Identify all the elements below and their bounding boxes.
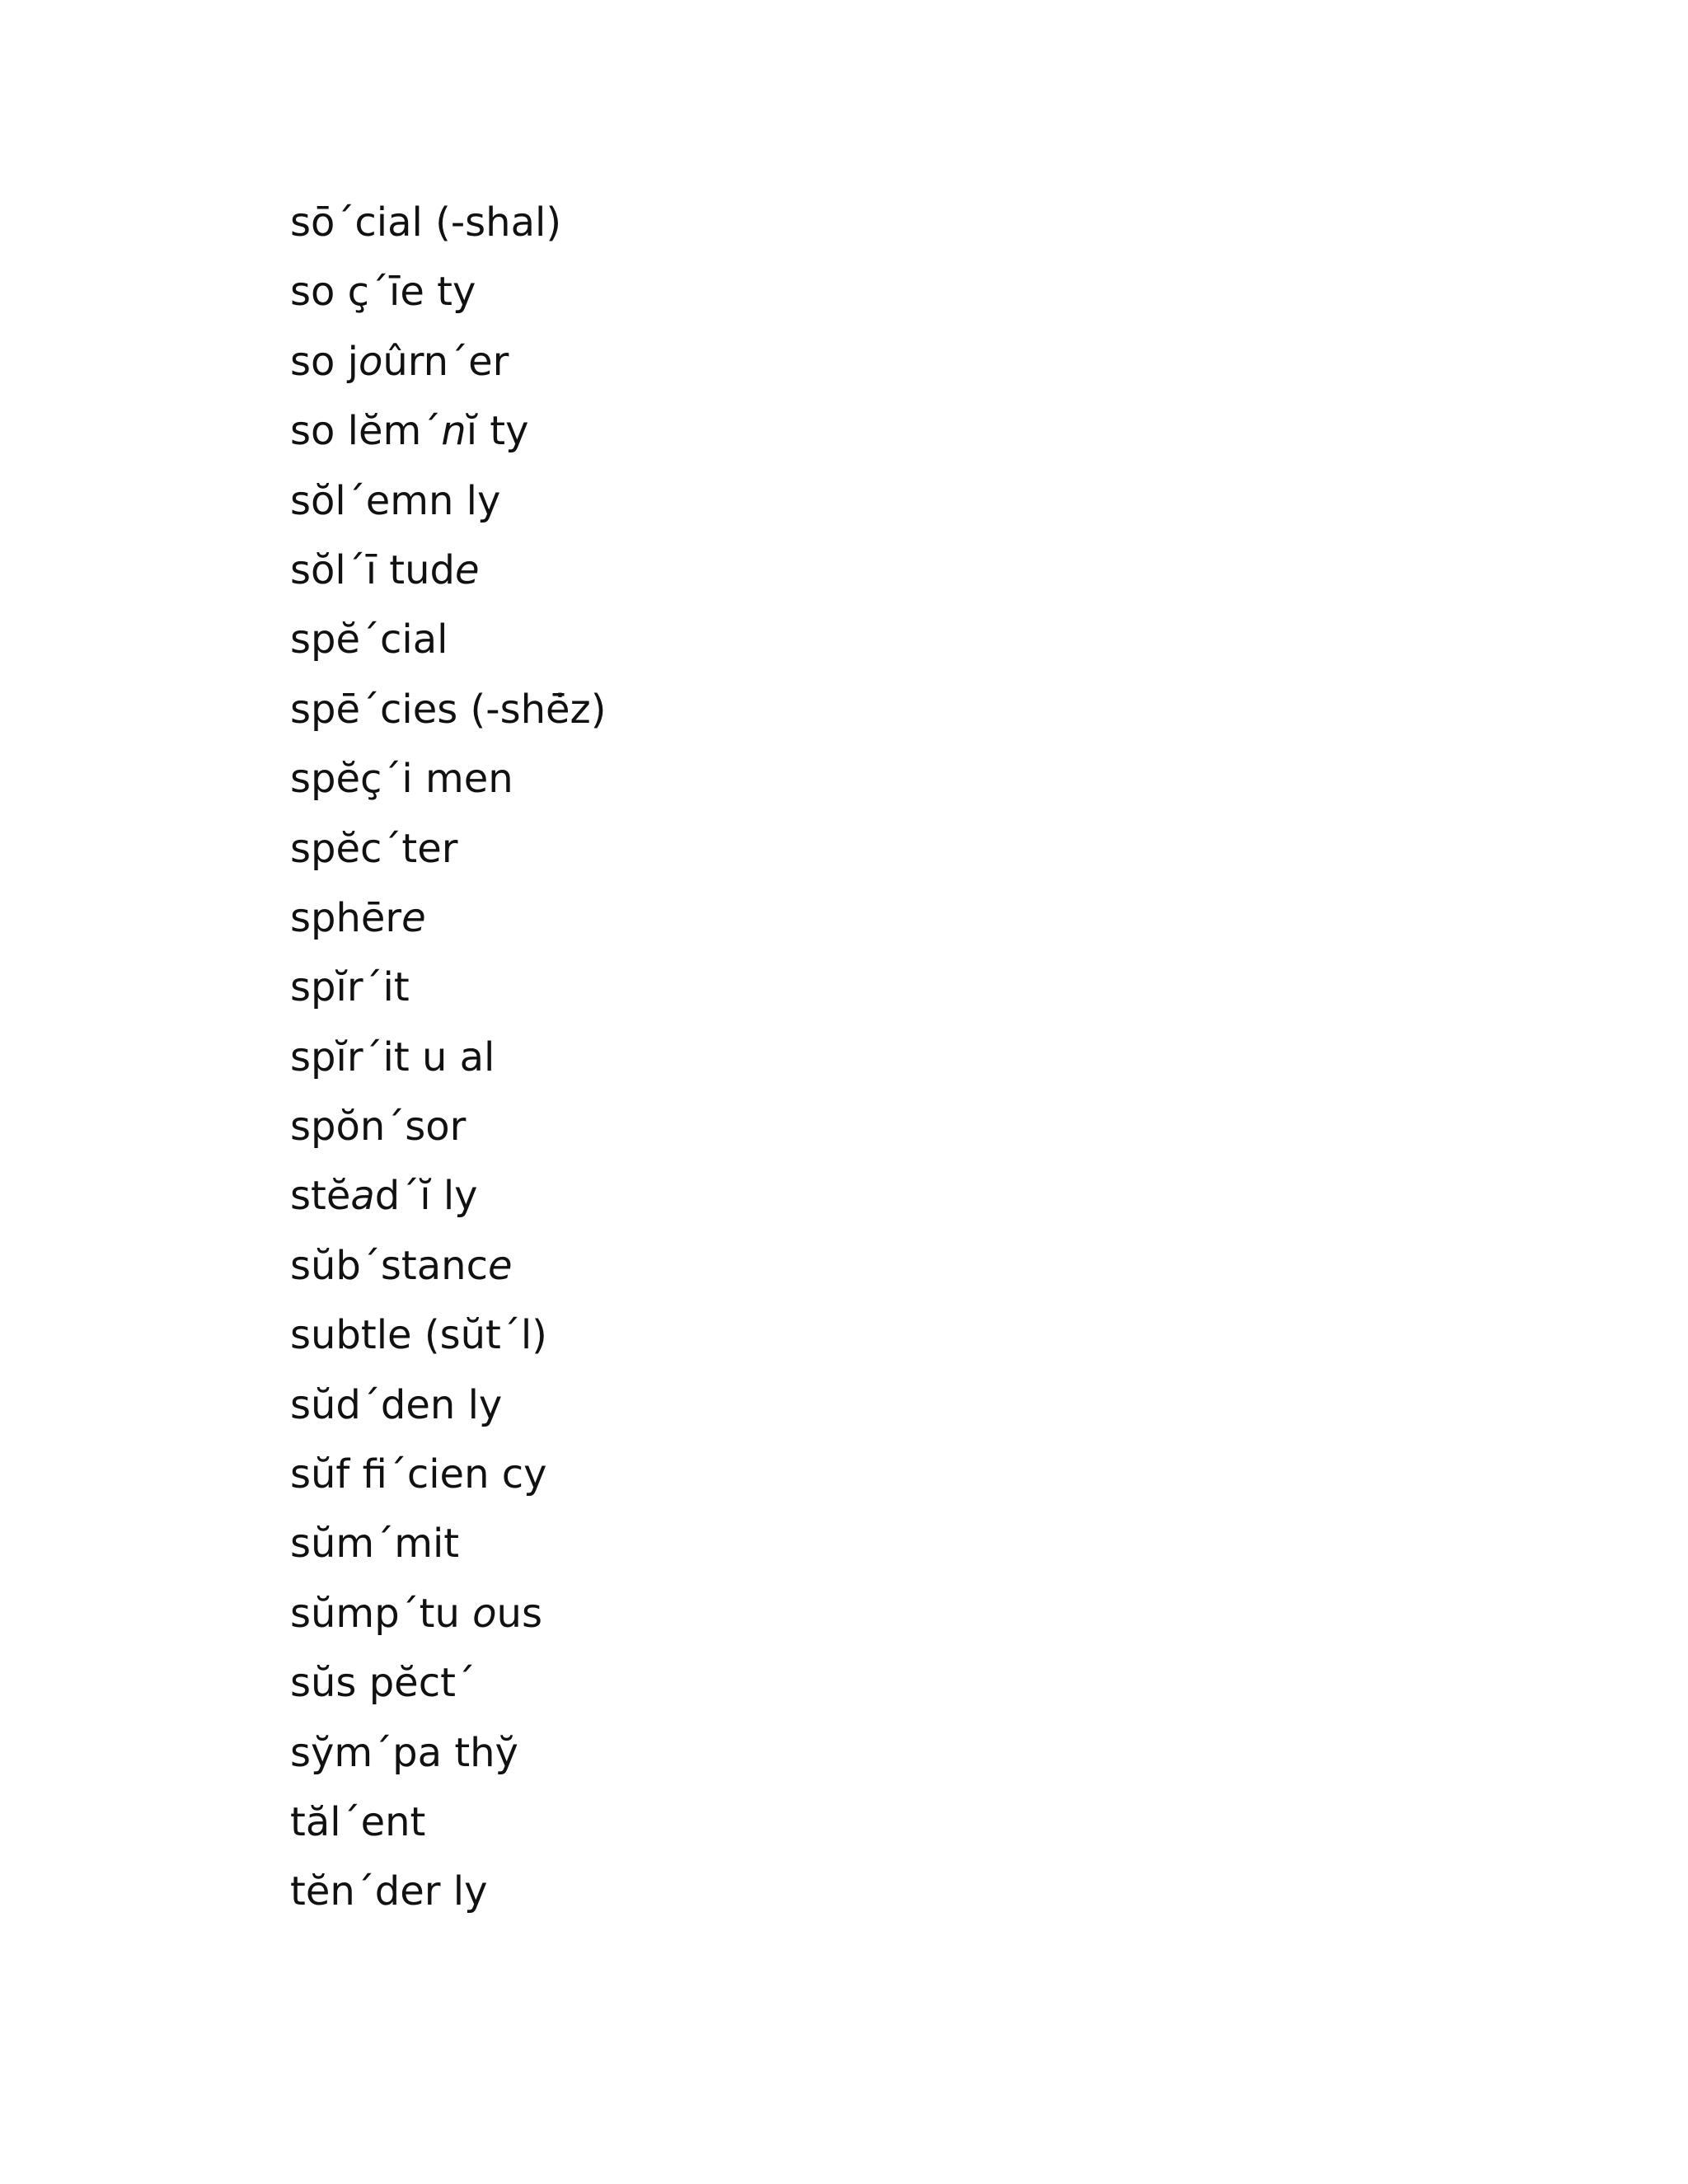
word-text: sŭmp´tu: [290, 1590, 473, 1637]
word-text: spē´cies (-shē̇z): [290, 686, 607, 733]
word-entry: [290, 194, 606, 264]
italic-letter: o: [358, 338, 383, 385]
word-text: spĕc´ter: [290, 825, 458, 872]
word-entry: [290, 1307, 606, 1376]
word-entry: [290, 1377, 606, 1446]
italic-letter: a: [350, 1173, 375, 1220]
word-text: sŭd´den ly: [290, 1381, 503, 1428]
word-text: spĭr´it u al: [290, 1033, 495, 1080]
pronunciation-word-list: [290, 194, 606, 1933]
word-entry: [290, 959, 606, 1029]
word-entry: [290, 682, 606, 751]
word-entry: [290, 1446, 606, 1516]
word-text: sŭs pĕct´: [290, 1660, 476, 1707]
word-entry: [290, 1168, 606, 1237]
word-entry: [290, 1029, 606, 1099]
word-entry: [290, 890, 606, 959]
word-text: spŏn´sor: [290, 1104, 467, 1151]
italic-letter: o: [472, 1590, 497, 1637]
word-text: sŭb´stanc: [290, 1242, 488, 1289]
word-text: us: [496, 1590, 542, 1637]
word-text: tăl´ent: [290, 1798, 426, 1845]
word-entry: [290, 1794, 606, 1863]
word-text: sphēr: [290, 894, 402, 941]
word-entry: [290, 1655, 606, 1724]
word-entry: [290, 473, 606, 542]
word-entry: [290, 1863, 606, 1933]
word-text: sŏl´emn ly: [290, 477, 501, 524]
word-entry: [290, 1586, 606, 1655]
word-text: sŏl´ī tud: [290, 546, 456, 593]
word-entry: [290, 334, 606, 403]
word-text: so j: [290, 338, 359, 385]
word-text: sy̆m´pa thy̆: [290, 1729, 518, 1776]
word-text: d´ĭ ly: [374, 1173, 478, 1220]
word-text: spĭr´it: [290, 964, 410, 1011]
word-entry: [290, 403, 606, 472]
word-text: ûrn´er: [382, 338, 509, 385]
word-entry: [290, 751, 606, 820]
word-text: sō´cial (-shal): [290, 199, 562, 246]
word-text: ĭ ty: [466, 408, 529, 455]
word-text: subtle (sŭt´l): [290, 1312, 547, 1359]
word-entry: [290, 542, 606, 612]
italic-letter: e: [487, 1242, 513, 1289]
word-text: sŭm´mit: [290, 1521, 460, 1568]
word-entry: [290, 821, 606, 890]
word-entry: [290, 1516, 606, 1585]
word-entry: [290, 1725, 606, 1794]
word-text: tĕn´der ly: [290, 1868, 488, 1915]
word-text: spĕ´cial: [290, 616, 448, 663]
word-entry: [290, 612, 606, 681]
word-text: stĕ: [290, 1173, 351, 1220]
italic-letter: n: [441, 408, 467, 455]
italic-letter: e: [401, 894, 426, 941]
word-text: so lĕm´: [290, 408, 442, 455]
word-entry: [290, 1099, 606, 1168]
word-entry: [290, 264, 606, 333]
word-text: sŭf fi´cien cy: [290, 1451, 547, 1498]
italic-letter: e: [455, 546, 480, 593]
word-text: spĕç´i men: [290, 756, 513, 803]
word-text: so ç´īe ty: [290, 269, 476, 316]
word-entry: [290, 1238, 606, 1307]
